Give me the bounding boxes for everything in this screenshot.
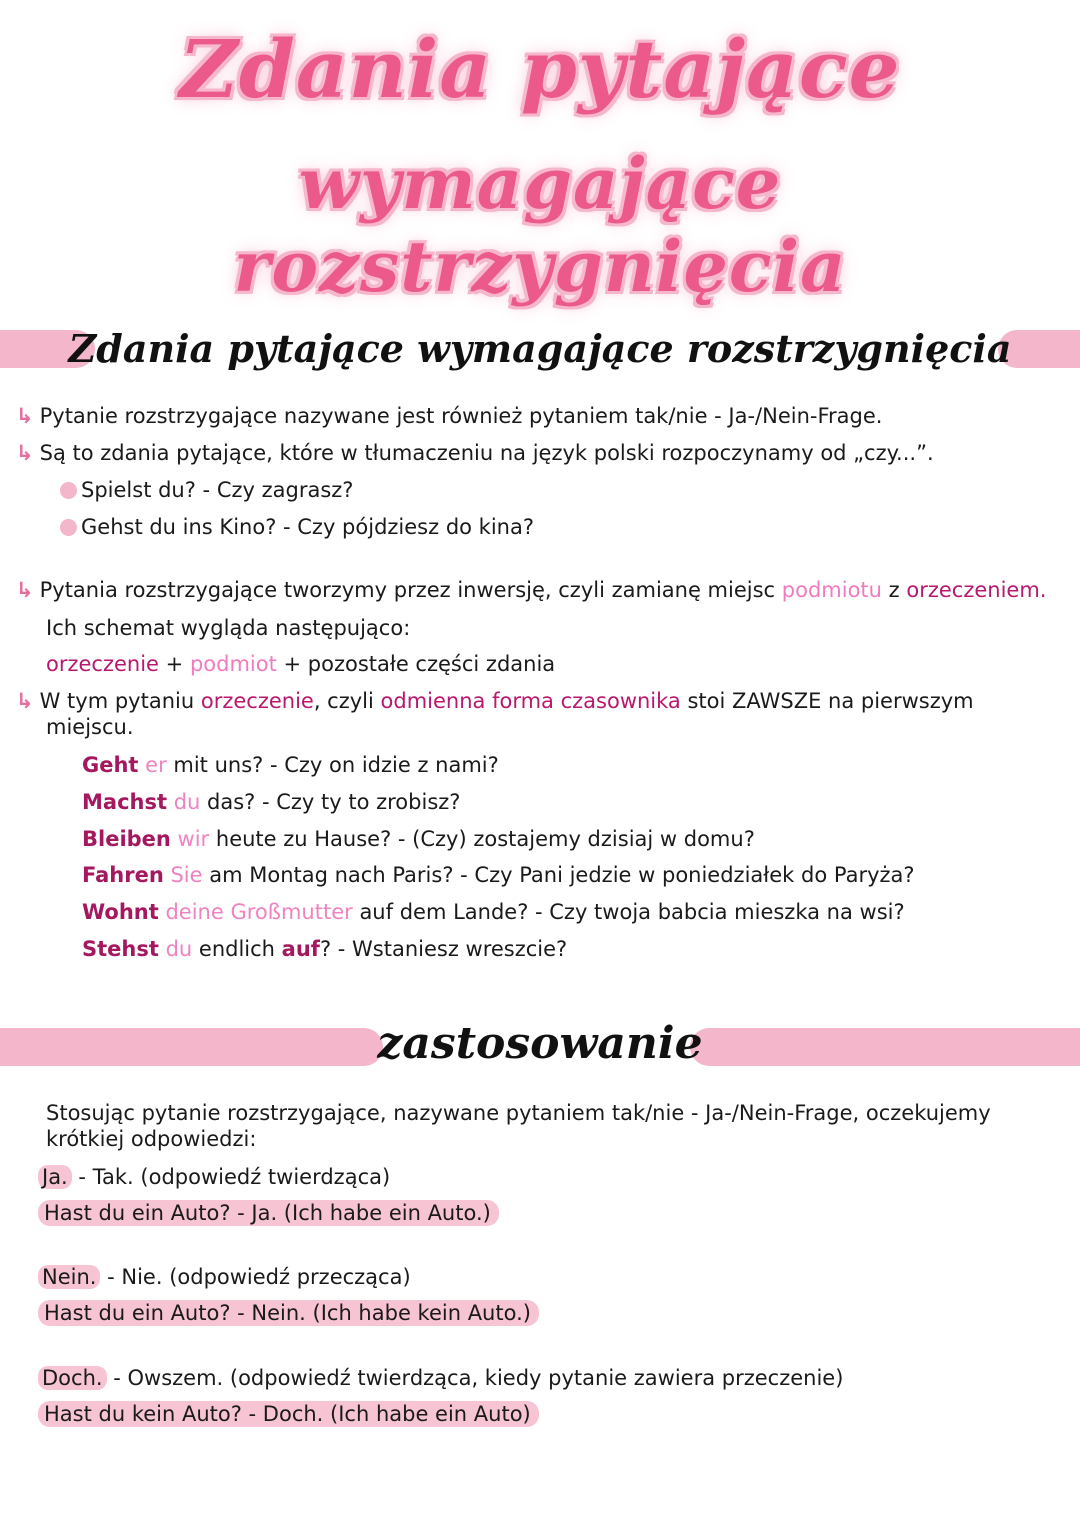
bullet-definition: ↳ Pytanie rozstrzygające nazywane jest również pytaniem tak/nie - Ja-/Nein-Frage. — [16, 404, 883, 428]
example-sentence: Machst du das? - Czy ty to zrobisz? — [82, 790, 461, 814]
page-title-line-1: Zdania pytające — [179, 22, 901, 116]
arrow-return-icon: ↳ — [16, 404, 34, 428]
bullet-word-order-cont: miejscu. — [46, 715, 134, 739]
example-sentence: Wohnt deine Großmutter auf dem Lande? - Czy twoja babcia mieszka na wsi? — [82, 900, 905, 924]
example-sentence: Fahren Sie am Montag nach Paris? - Czy Pani jedzie w poniedziałek do Paryża? — [82, 863, 915, 887]
answer-ja-example: Hast du ein Auto? - Ja. (Ich habe ein Auto.) — [38, 1200, 499, 1226]
arrow-return-icon: ↳ — [16, 441, 34, 465]
answer-doch: Doch. - Owszem. (odpowiedź twierdząca, kiedy pytanie zawiera przeczenie) — [38, 1365, 843, 1391]
usage-intro: Stosując pytanie rozstrzygające, nazywane pytaniem tak/nie - Ja-/Nein-Frage, oczekujemy — [46, 1101, 991, 1125]
example-sentence: Bleiben wir heute zu Hause? - (Czy) zostajemy dzisiaj w domu? — [82, 827, 755, 851]
section-heading-usage: zastosowanie — [377, 1018, 703, 1069]
example-item: Gehst du ins Kino? - Czy pójdziesz do kina? — [60, 514, 534, 540]
pink-dot-icon — [60, 482, 77, 499]
page-title-line-2: wymagające rozstrzygnięcia — [233, 142, 847, 308]
pink-dot-icon — [60, 519, 77, 536]
example-sentence: Stehst du endlich auf? - Wstaniesz wreszcie? — [82, 937, 568, 961]
answer-doch-example: Hast du kein Auto? - Doch. (Ich habe ein Auto) — [38, 1401, 539, 1427]
schema-intro: Ich schemat wygląda następująco: — [46, 616, 411, 640]
example-sentence: Geht er mit uns? - Czy on idzie z nami? — [82, 753, 499, 777]
arrow-return-icon: ↳ — [16, 689, 34, 713]
bullet-translation: ↳ Są to zdania pytające, które w tłumaczeniu na język polski rozpoczynamy od „czy...”. — [16, 441, 934, 465]
bullet-inversion: ↳ Pytania rozstrzygające tworzymy przez inwersję, czyli zamianę miejsc podmiotu z orzeczeniem. — [16, 578, 1047, 602]
example-item: Spielst du? - Czy zagrasz? — [60, 477, 353, 503]
answer-ja: Ja. - Tak. (odpowiedź twierdząca) — [38, 1164, 390, 1190]
answer-nein: Nein. - Nie. (odpowiedź przecząca) — [38, 1264, 411, 1290]
answer-nein-example: Hast du ein Auto? - Nein. (Ich habe kein Auto.) — [38, 1300, 539, 1326]
bullet-word-order: ↳ W tym pytaniu orzeczenie, czyli odmienna forma czasownika stoi ZAWSZE na pierwszym — [16, 689, 974, 713]
arrow-return-icon: ↳ — [16, 578, 34, 602]
section-heading-definition: Zdania pytające wymagające rozstrzygnięcia — [68, 326, 1012, 371]
schema-formula: orzeczenie + podmiot + pozostałe części zdania — [46, 652, 556, 676]
usage-intro-cont: krótkiej odpowiedzi: — [46, 1127, 257, 1151]
